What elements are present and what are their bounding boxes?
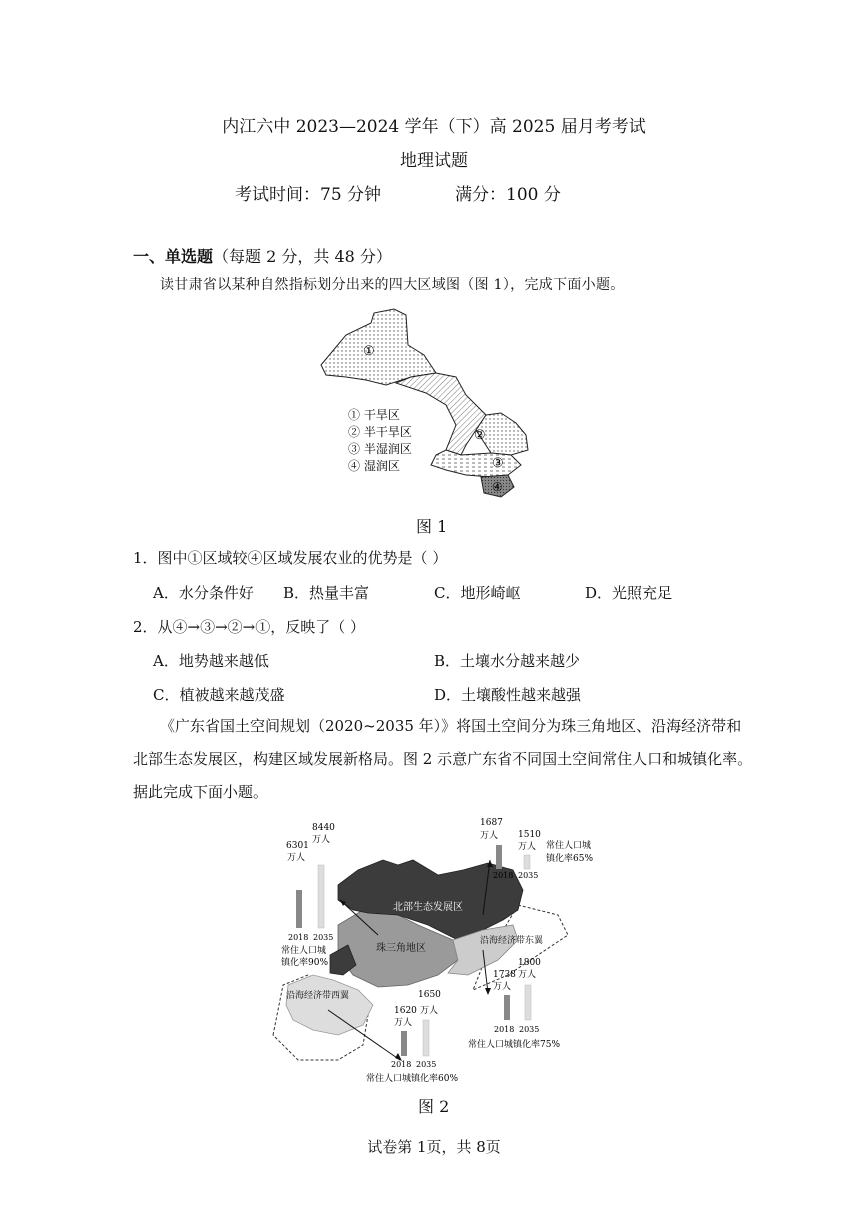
label-pearl-delta: 珠三角地区 bbox=[376, 943, 426, 954]
west-2035-unit: 万人 bbox=[420, 1006, 439, 1016]
west-year-2035: 2035 bbox=[416, 1060, 437, 1069]
east-2035-unit: 万人 bbox=[518, 970, 537, 980]
pearl-year-2035: 2035 bbox=[313, 933, 334, 942]
page-footer: 试卷第 1页，共 8页 bbox=[367, 1138, 501, 1156]
question-1-option-b[interactable]: B．热量丰富 bbox=[283, 584, 370, 602]
intro-text-2-line-1: 《广东省国土空间规划（2020~2035 年）》将国土空间分为珠三角地区、沿海经济带和 bbox=[160, 717, 742, 735]
legend-item-3: ③ 半湿润区 bbox=[348, 442, 412, 456]
intro-text-2-line-3: 据此完成下面小题。 bbox=[133, 783, 269, 801]
question-2-option-a[interactable]: A．地势越来越低 bbox=[153, 652, 269, 670]
pearl-2035-value: 8440 bbox=[312, 823, 335, 833]
north-bar-2018 bbox=[496, 845, 502, 869]
legend-item-1: ① 干旱区 bbox=[348, 408, 400, 422]
figure-1-caption: 图 1 bbox=[416, 517, 448, 536]
west-year-2018: 2018 bbox=[391, 1060, 412, 1069]
question-2-option-d[interactable]: D．土壤酸性越来越强 bbox=[434, 686, 582, 704]
question-2-stem: 2．从④→③→②→①，反映了（ ） bbox=[133, 618, 366, 636]
exam-time: 考试时间：75 分钟 bbox=[235, 185, 382, 205]
east-year-2018: 2018 bbox=[494, 1025, 515, 1034]
north-2035-unit: 万人 bbox=[518, 842, 537, 852]
label-west-wing: 沿海经济带西翼 bbox=[286, 991, 350, 1001]
exam-subject: 地理试题 bbox=[400, 151, 468, 171]
marker-1: ① bbox=[363, 344, 375, 359]
north-2018-value: 1687 bbox=[480, 818, 503, 828]
east-2018-unit: 万人 bbox=[493, 982, 512, 992]
intro-text-1: 读甘肃省以某种自然指标划分出来的四大区域图（图 1），完成下面小题。 bbox=[160, 277, 625, 293]
legend-item-4: ④ 湿润区 bbox=[348, 459, 400, 473]
pearl-2018-value: 6301 bbox=[286, 841, 309, 851]
section-heading bbox=[133, 244, 392, 267]
marker-4: ④ bbox=[492, 480, 503, 494]
west-2018-unit: 万人 bbox=[394, 1018, 413, 1028]
question-1-stem: 1．图中①区域较④区域发展农业的优势是（ ） bbox=[133, 549, 448, 567]
north-rate-line-1: 常住人口城 bbox=[546, 841, 592, 851]
east-2018-value: 1738 bbox=[493, 970, 516, 980]
north-2018-unit: 万人 bbox=[480, 831, 499, 841]
pearl-bar-2018 bbox=[296, 890, 302, 928]
west-bar-2035 bbox=[423, 1020, 429, 1056]
north-year-2018: 2018 bbox=[493, 871, 514, 880]
exam-score: 满分：100 分 bbox=[455, 185, 561, 205]
bars-pearl-delta bbox=[281, 823, 335, 968]
intro-text-2-line-2: 北部生态发展区，构建区域发展新格局。图 2 示意广东省不同国土空间常住人口和城镇化率。 bbox=[133, 750, 753, 768]
section-title: 一、单选题 bbox=[133, 247, 214, 266]
bars-east-wing bbox=[468, 958, 560, 1050]
east-2035-value: 1800 bbox=[518, 958, 541, 968]
question-2-option-b[interactable]: B．土壤水分越来越少 bbox=[434, 652, 581, 670]
gansu-map-figure bbox=[316, 305, 556, 505]
marker-2: ② bbox=[474, 428, 486, 443]
marker-3: ③ bbox=[492, 456, 504, 471]
section-note: （每题 2 分，共 48 分） bbox=[213, 247, 392, 266]
pearl-bar-2035 bbox=[318, 865, 324, 928]
arrow-east-head bbox=[485, 988, 491, 995]
question-2-option-c[interactable]: C．植被越来越茂盛 bbox=[153, 686, 285, 704]
east-year-2035: 2035 bbox=[519, 1025, 540, 1034]
west-rate: 常住人口城镇化率60% bbox=[366, 1074, 459, 1084]
north-2035-value: 1510 bbox=[518, 830, 541, 840]
region-west-wing bbox=[286, 975, 373, 1035]
north-rate-line-2: 镇化率65% bbox=[546, 854, 594, 864]
west-bar-2018 bbox=[401, 1031, 407, 1056]
legend-item-2: ② 半干旱区 bbox=[348, 425, 412, 439]
east-bar-2018 bbox=[504, 995, 510, 1020]
pearl-year-2018: 2018 bbox=[288, 933, 309, 942]
west-2018-value: 1620 bbox=[394, 1006, 417, 1016]
east-rate: 常住人口城镇化率75% bbox=[468, 1040, 561, 1050]
question-1-option-c[interactable]: C．地形崎岖 bbox=[434, 584, 521, 602]
bars-west-wing bbox=[366, 990, 458, 1084]
pearl-rate-line-2: 镇化率90% bbox=[281, 958, 329, 968]
question-1-option-a[interactable]: A．水分条件好 bbox=[153, 584, 254, 602]
exam-title: 内江六中 2023—2024 学年（下）高 2025 届月考考试 bbox=[222, 117, 646, 137]
figure-2-caption: 图 2 bbox=[418, 1097, 450, 1116]
label-east-wing: 沿海经济带东翼 bbox=[480, 936, 544, 946]
west-2035-value: 1650 bbox=[418, 990, 441, 1000]
north-bar-2035 bbox=[524, 855, 530, 869]
pearl-rate-line-1: 常住人口城 bbox=[281, 946, 327, 956]
pearl-2018-unit: 万人 bbox=[287, 853, 306, 863]
guangdong-map-figure bbox=[268, 815, 628, 1090]
east-bar-2035 bbox=[525, 985, 531, 1020]
pearl-2035-unit: 万人 bbox=[312, 835, 331, 845]
bars-north bbox=[480, 818, 593, 880]
question-1-option-d[interactable]: D．光照充足 bbox=[585, 584, 673, 602]
north-year-2035: 2035 bbox=[518, 871, 539, 880]
label-north: 北部生态发展区 bbox=[393, 902, 463, 913]
region-1-arid bbox=[321, 309, 436, 385]
